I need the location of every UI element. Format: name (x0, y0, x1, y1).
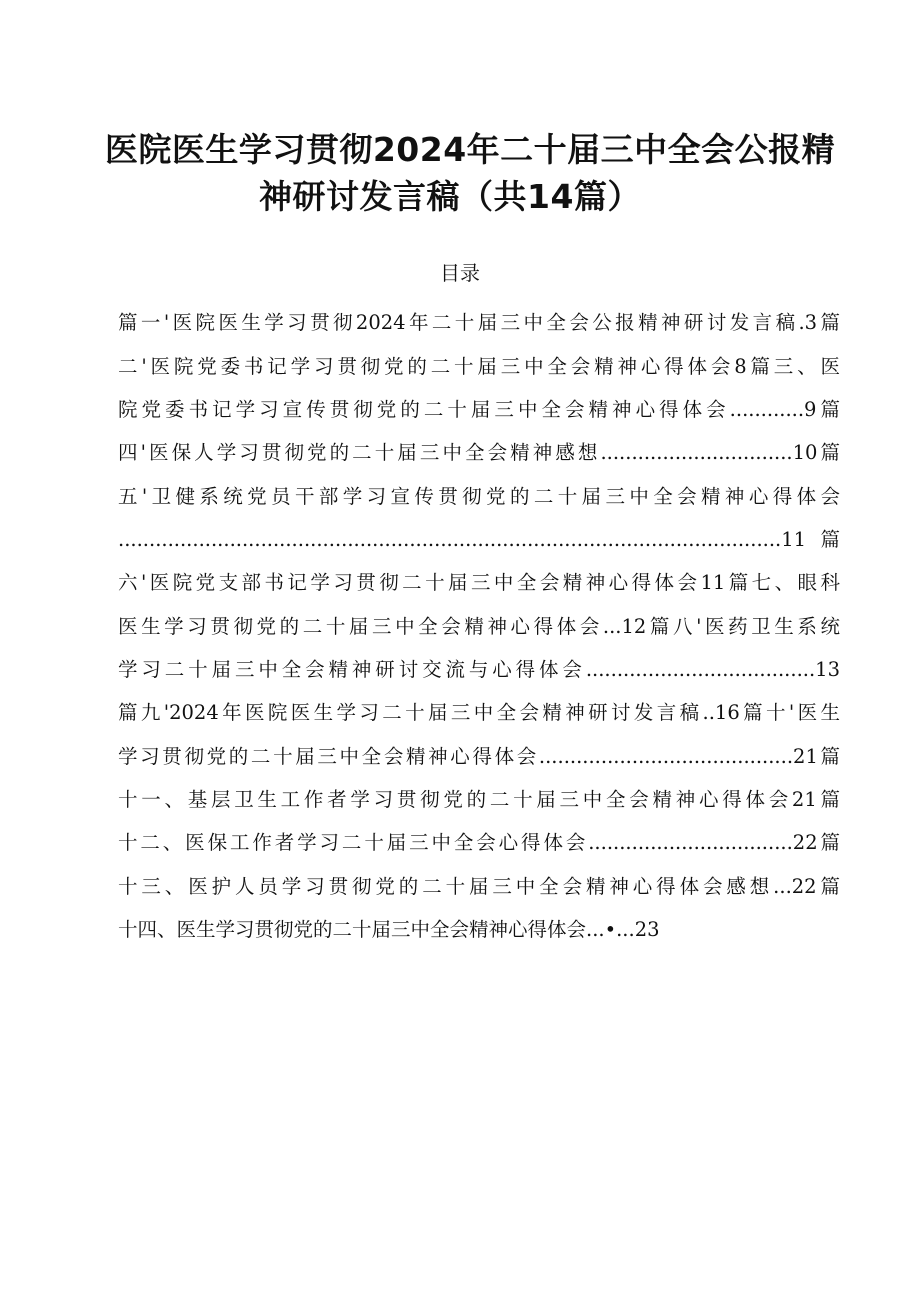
toc-line: 院党委书记学习宣传贯彻党的二十届三中全会精神心得体会............9篇 (118, 398, 840, 421)
toc-line: 学习二十届三中全会精神研讨交流与心得体会.....................................13 (118, 658, 840, 681)
toc-line: 十二、医保工作者学习二十届三中全会心得体会.................................22篇 (118, 831, 840, 854)
toc-line: 二'医院党委书记学习贯彻党的二十届三中全会精神心得体会8篇三、医 (118, 355, 840, 378)
toc-line: 四'医保人学习贯彻党的二十届三中全会精神感想...............................10篇 (118, 441, 840, 464)
title-line-1: 医院医生学习贯彻2024年二十届三中全会公报精 (104, 130, 836, 169)
toc-line: 五'卫健系统党员干部学习宣传贯彻党的二十届三中全会精神心得体会 (118, 485, 840, 508)
toc-line: 六'医院党支部书记学习贯彻二十届三中全会精神心得体会11篇七、眼科 (118, 571, 840, 594)
toc-line: 篇一'医院医生学习贯彻2024年二十届三中全会公报精神研讨发言稿.3篇 (118, 311, 840, 334)
toc-line: 十四、医生学习贯彻党的二十届三中全会精神心得体会...•...23 (118, 918, 660, 941)
title-line-2: 神研讨发言稿（共14篇） (259, 177, 641, 216)
toc-line: 医生学习贯彻党的二十届三中全会精神心得体会...12篇八'医药卫生系统 (118, 615, 840, 638)
toc-line: ...........................................................................................................11篇 (118, 528, 840, 551)
toc-line: 十三、医护人员学习贯彻党的二十届三中全会精神心得体会感想...22篇 (118, 875, 840, 898)
toc-line: 篇九'2024年医院医生学习二十届三中全会精神研讨发言稿..16篇十'医生 (118, 701, 840, 724)
document-title (100, 126, 840, 220)
toc-line: 学习贯彻党的二十届三中全会精神心得体会.........................................21篇 (118, 745, 840, 768)
toc-line: 十一、基层卫生工作者学习贯彻党的二十届三中全会精神心得体会21篇 (118, 788, 840, 811)
toc-heading: 目录 (440, 261, 480, 285)
